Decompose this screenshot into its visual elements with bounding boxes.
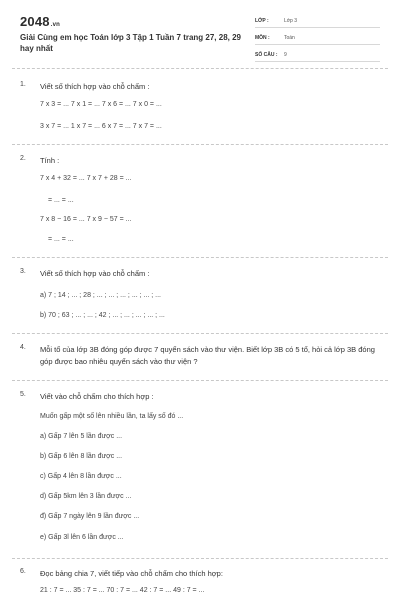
answer-line: a) 7 ; 14 ; ... ; 28 ; ... ; ... ; ... ; ... ; ... ; ... [40,292,161,299]
meta-value: 9 [284,51,287,58]
answer-line: = ... = ... [48,197,74,204]
question-text: Viết số thích hợp vào chỗ chấm : [40,82,150,91]
meta-value: Toán [284,34,295,41]
answer-line: 7 x 4 + 32 = ... 7 x 7 + 28 = ... [40,175,132,182]
section-divider [12,380,388,381]
question-number: 2. [20,155,26,162]
meta-value: Lớp 3 [284,17,298,24]
answer-line: d) Gấp 5km lên 3 lần được ... [40,493,132,500]
meta-label: LỚP : [255,17,269,24]
meta-row-subject [255,31,380,45]
answer-line: b) Gấp 6 lên 8 lần được ... [40,453,123,460]
answer-line: 7 x 3 = ... 7 x 1 = ... 7 x 6 = ... 7 x 0 = ... [40,101,162,108]
site-logo[interactable] [20,14,60,29]
question-5 [20,391,390,553]
worksheet-header [0,0,400,75]
section-divider [12,68,388,69]
question-6 [20,568,390,598]
question-text: Viết số thích hợp vào chỗ chấm : [40,269,150,278]
section-divider [12,144,388,145]
logo-suffix: .vn [50,22,61,28]
question-number: 3. [20,268,26,275]
logo-text: 2048 [20,14,50,29]
meta-label: MÔN : [255,34,270,41]
question-text: Đọc bảng chia 7, viết tiếp vào chỗ chấm cho thích hợp: [40,569,223,578]
question-text: Mỗi tổ của lớp 3B đóng góp được 7 quyển sách vào thư viện. Biết lớp 3B có 5 tổ, hỏi cả lớp 3B đóng góp được bao nhiêu quyển sách vào thư viện ? [40,345,375,366]
answer-line: c) Gấp 4 lên 8 lần được ... [40,473,122,480]
question-text: Tính : [40,156,60,165]
question-2 [20,155,390,255]
meta-info [255,14,380,65]
answer-line: e) Gấp 3l lên 6 lần được ... [40,534,124,541]
answer-line: b) 70 ; 63 ; ... ; ... ; 42 ; ... ; ... ; ... ; ... ; ... [40,312,165,319]
answer-line: đ) Gấp 7 ngày lên 9 lần được ... [40,513,140,520]
section-divider [12,558,388,559]
question-3 [20,268,390,328]
section-divider [12,257,388,258]
answer-line: a) Gấp 7 lên 5 lần được ... [40,433,123,440]
page-title: Giải Cùng em học Toán lớp 3 Tập 1 Tuần 7 trang 27, 28, 29 hay nhất [20,33,241,53]
question-number: 6. [20,568,26,575]
answer-line: = ... = ... [48,236,74,243]
question-1 [20,81,390,141]
meta-row-question-count [255,48,380,62]
question-text: Viết vào chỗ chấm cho thích hợp : [40,392,154,401]
question-number: 5. [20,391,26,398]
answer-line: Muốn gấp một số lên nhiều lần, ta lấy số đó ... [40,413,184,420]
meta-label: SỐ CÂU : [255,51,278,58]
answer-line: 3 x 7 = ... 1 x 7 = ... 6 x 7 = ... 7 x 7 = ... [40,123,162,130]
meta-row-class [255,14,380,28]
answer-line: 7 x 8 − 16 = ... 7 x 9 − 57 = ... [40,216,132,223]
section-divider [12,333,388,334]
question-number: 4. [20,344,26,351]
answer-line: 21 : 7 = ... 35 : 7 = ... 70 : 7 = ... 42 : 7 = ... 49 : 7 = ... [40,587,205,594]
question-4 [20,344,390,376]
question-number: 1. [20,81,26,88]
